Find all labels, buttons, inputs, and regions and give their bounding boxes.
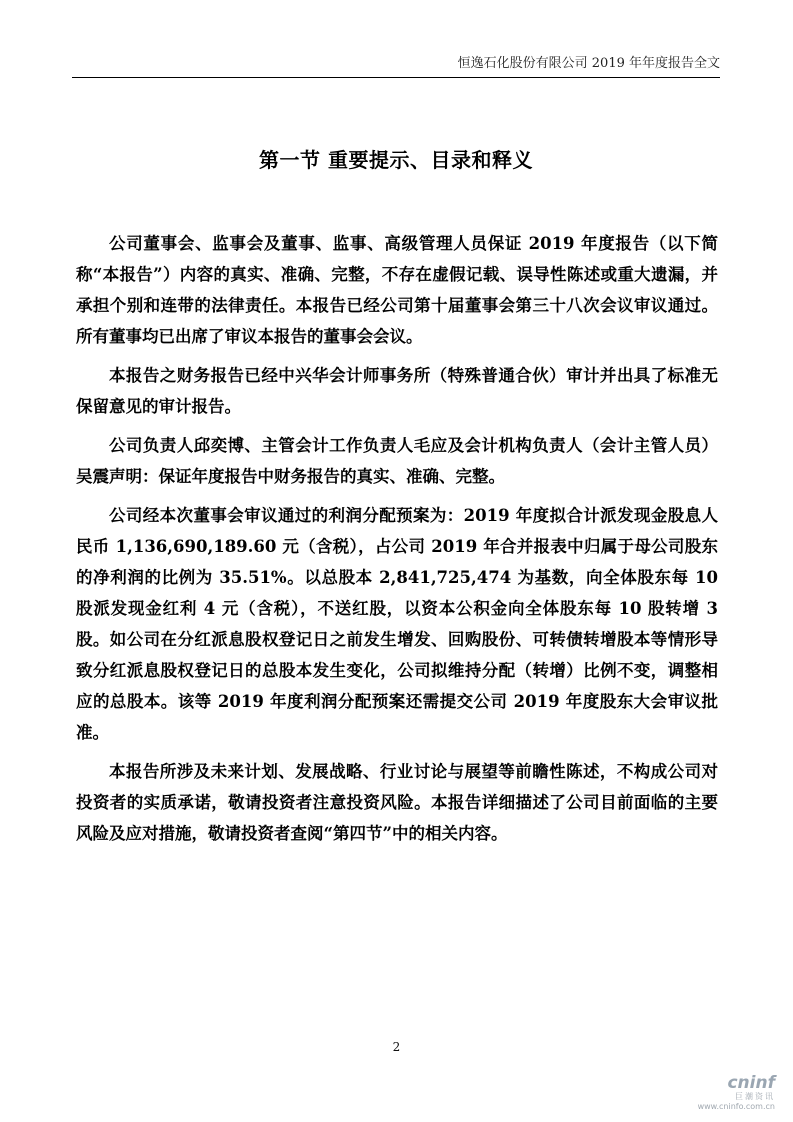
paragraph-responsible-persons: 公司负责人邱奕博、主管会计工作负责人毛应及会计机构负责人（会计主管人员）吴震声明：保证年度报告中财务报告的真实、准确、完整。 <box>76 436 718 486</box>
header-rule <box>72 77 720 78</box>
section-title: 第一节 重要提示、目录和释义 <box>259 148 533 172</box>
page-header: 恒逸石化股份有限公司 2019 年年度报告全文 <box>457 56 720 71</box>
paragraph-board-assurance: 公司董事会、监事会及董事、监事、高级管理人员保证 2019 年度报告（以下简称“本报告”）内容的真实、准确、完整，不存在虚假记载、误导性陈述或重大遗漏，并承担个别和连带的法律责任。本报告已经公司第十届董事会第三十八次会议审议通过。所有董事均已出席了审议本报告的董事会会议。 <box>76 234 718 346</box>
page-number: 2 <box>392 1040 401 1054</box>
paragraph-profit-distribution: 公司经本次董事会审议通过的利润分配预案为：2019 年度拟合计派发现金股息人民币 1,136,690,189.60 元（含税），占公司 2019 年合并报表中归属于母公司股东的净利润的比例为 35.51%。以总股本 2,841,725,474 为基数，向全体股东每 10 股派发现金红利 4 元（含税），不送红股，以资本公积金向全体股东每 10 股转增 3 股。如公司在分红派息股权登记日之前发生增发、回购股份、可转债转增股本等情形导致分红派息股权登记日的总股本发生变化，公司拟维持分配（转增）比例不变，调整相应的总股本。该等 2019 年度利润分配预案还需提交公司 2019 年度股东大会审议批准。 <box>76 506 718 742</box>
cninfo-watermark <box>695 1074 775 1112</box>
paragraph-forward-looking: 本报告所涉及未来计划、发展战略、行业讨论与展望等前瞻性陈述，不构成公司对投资者的实质承诺，敬请投资者注意投资风险。本报告详细描述了公司目前面临的主要风险及应对措施，敬请投资者查阅“第四节”中的相关内容。 <box>76 762 718 843</box>
cninfo-logo: cninf <box>727 1073 775 1093</box>
cninfo-name: 巨潮资讯 <box>735 1092 775 1101</box>
cninfo-url: www.cninfo.com.cn <box>697 1102 775 1111</box>
document-body <box>76 228 718 857</box>
paragraph-audit-opinion: 本报告之财务报告已经中兴华会计师事务所（特殊普通合伙）审计并出具了标准无保留意见的审计报告。 <box>76 366 718 416</box>
